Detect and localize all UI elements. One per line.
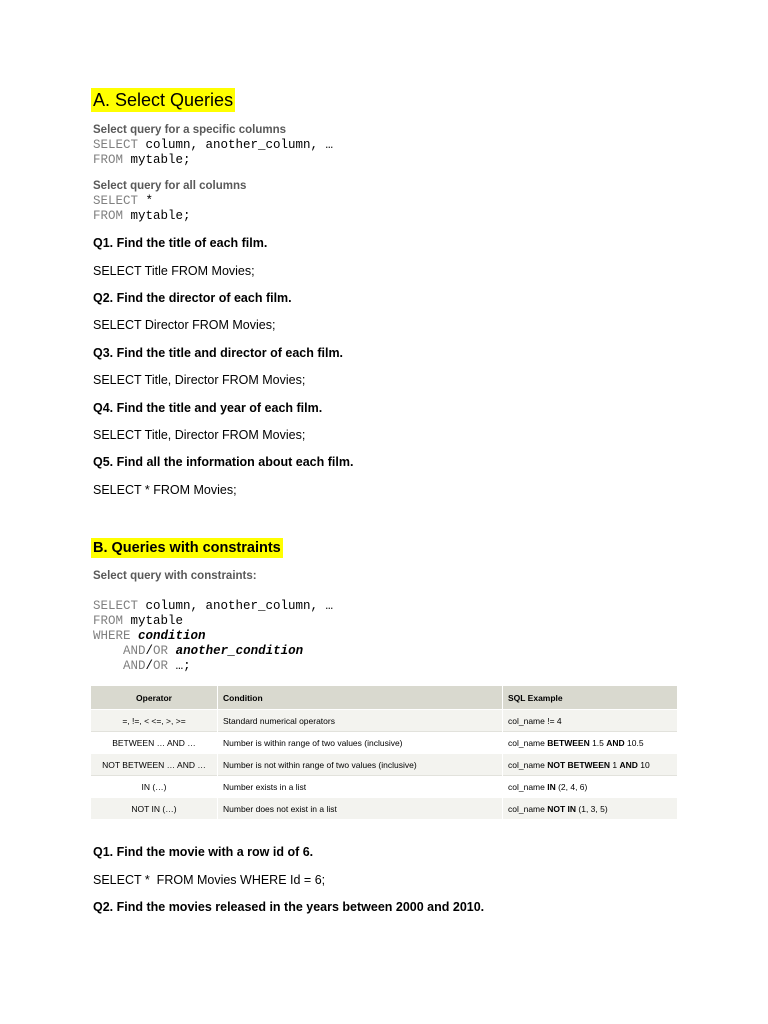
code-keyword: AND [123,644,146,658]
caption-specific-columns: Select query for a specific columns [93,124,287,136]
cell-operator: NOT IN (…) [91,798,218,820]
answer-a2: SELECT Director FROM Movies; [93,318,276,332]
answer-b1: SELECT * FROM Movies WHERE Id = 6; [93,873,326,887]
code-keyword: FROM [93,209,124,223]
example-text: col_name [508,781,548,792]
code-text: …; [168,659,191,673]
code-text: mytable; [123,153,191,167]
code-condition: another_condition [175,644,304,658]
example-text: 1 [610,759,620,770]
example-text: 10 [637,759,650,770]
code-text: mytable; [123,209,191,223]
code-keyword: OR [153,644,169,658]
section-a-heading: A. Select Queries [93,90,234,110]
example-text: 1.5 [589,737,607,748]
cell-sql-example [503,732,678,754]
code-text: mytable [123,614,184,628]
example-text: col_name != 4 [508,715,562,726]
table-row [91,798,678,820]
code-slash: / [145,659,154,673]
caption-all-columns: Select query for all columns [93,180,247,192]
code-condition: condition [138,629,206,643]
question-a2: Q2. Find the director of each film. [93,291,292,305]
example-keyword: AND [619,759,638,770]
question-a1: Q1. Find the title of each film. [93,236,268,250]
code-keyword: FROM [93,614,124,628]
cell-operator: IN (…) [91,776,218,798]
cell-condition: Number does not exist in a list [218,798,503,820]
code-line [93,629,333,644]
column-header-sql-example: SQL Example [503,686,678,710]
code-line [93,644,333,659]
example-keyword: NOT IN [547,803,577,814]
cell-sql-example [503,798,678,820]
code-keyword: WHERE [93,629,131,643]
code-line [93,614,333,629]
code-keyword: OR [153,659,169,673]
answer-a1: SELECT Title FROM Movies; [93,264,255,278]
operators-table [91,686,678,819]
code-line [93,599,333,614]
question-a4: Q4. Find the title and year of each film. [93,401,323,415]
table-row [91,710,678,732]
code-line [93,209,191,224]
answer-a5: SELECT * FROM Movies; [93,483,237,497]
code-constraints [93,599,333,674]
example-text: (2, 4, 6) [555,781,588,792]
code-keyword: AND [123,659,146,673]
code-text: column, another_column, … [138,138,334,152]
cell-condition: Standard numerical operators [218,710,503,732]
example-text: col_name [508,737,548,748]
code-keyword: FROM [93,153,124,167]
example-text: 10.5 [624,737,644,748]
example-keyword: IN [547,781,556,792]
cell-sql-example [503,776,678,798]
example-text: col_name [508,759,548,770]
code-text: column, another_column, … [138,599,334,613]
cell-condition: Number exists in a list [218,776,503,798]
code-specific-columns [93,138,333,168]
question-b2: Q2. Find the movies released in the years between 2000 and 2010. [93,900,485,914]
question-a5: Q5. Find all the information about each film. [93,455,354,469]
table-header-row [91,686,678,710]
section-b-heading: B. Queries with constraints [93,540,281,556]
code-keyword: SELECT [93,194,139,208]
answer-a4: SELECT Title, Director FROM Movies; [93,428,306,442]
column-header-operator: Operator [91,686,218,710]
table-row [91,732,678,754]
code-all-columns [93,194,191,224]
cell-operator: NOT BETWEEN … AND … [91,754,218,776]
example-text: (1, 3, 5) [576,803,608,814]
code-line [93,194,191,209]
cell-operator: BETWEEN … AND … [91,732,218,754]
code-keyword: SELECT [93,138,139,152]
caption-constraints: Select query with constraints: [93,570,257,582]
example-keyword: BETWEEN [547,737,590,748]
cell-sql-example [503,754,678,776]
answer-a3: SELECT Title, Director FROM Movies; [93,373,306,387]
code-slash: / [145,644,154,658]
code-line [93,138,333,153]
question-a3: Q3. Find the title and director of each film. [93,346,344,360]
code-line [93,659,333,674]
question-b1: Q1. Find the movie with a row id of 6. [93,845,314,859]
code-text: * [138,194,154,208]
example-keyword: NOT BETWEEN [547,759,611,770]
cell-sql-example [503,710,678,732]
cell-condition: Number is within range of two values (inclusive) [218,732,503,754]
example-keyword: AND [606,737,625,748]
example-text: col_name [508,803,548,814]
table-row [91,776,678,798]
column-header-condition: Condition [218,686,503,710]
cell-operator: =, !=, < <=, >, >= [91,710,218,732]
table-row [91,754,678,776]
cell-condition: Number is not within range of two values (inclusive) [218,754,503,776]
code-keyword: SELECT [93,599,139,613]
code-line [93,153,333,168]
